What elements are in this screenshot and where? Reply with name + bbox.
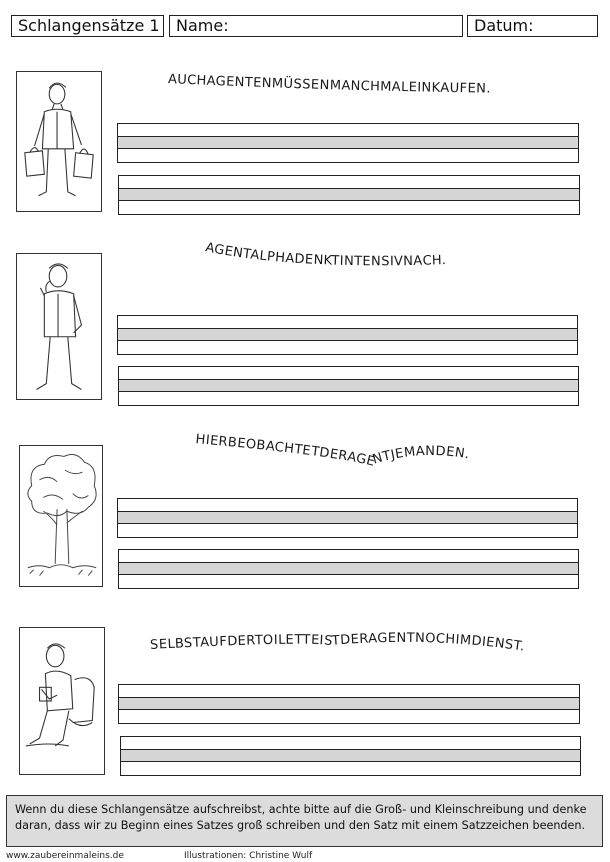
instruction-note: Wenn du diese Schlangensätze aufschreibst, achte bitte auf die Groß- und Kleinschreibung und denke daran, dass wir zu Beginn eines Satzes groß schreiben und den Satz mit einem Satzzeichen beenden. <box>6 795 603 847</box>
sentence-1-text: AUCHAGENTENMÜSSENMANCHMALEINKAUFEN. <box>167 72 492 97</box>
writing-lines-2b[interactable] <box>118 366 579 406</box>
line-band <box>118 511 577 524</box>
sentence-3-text: HIERBEOBACHTETDERAGENTJEMANDEN. <box>194 432 471 470</box>
worksheet-title: Schlangensätze 1 <box>11 15 164 37</box>
line-band <box>118 136 578 149</box>
snake-sentence-4 <box>0 619 610 679</box>
writing-lines-3b[interactable] <box>118 549 579 589</box>
line-band <box>119 379 578 392</box>
footer-website[interactable]: www.zaubereinmaleins.de <box>6 851 124 861</box>
line-band <box>118 328 577 341</box>
writing-lines-4b[interactable] <box>120 736 581 776</box>
svg-text:HIERBEOBACHTETDERAGENTJEMANDEN <box>195 432 471 470</box>
svg-text:AGENTALPHADENKTINTENSIVNACH. <box>204 240 447 269</box>
writing-lines-4a[interactable] <box>118 684 580 724</box>
sentence-4-text: SELBSTAUFDERTOILETTEISTDERAGENTNOCHIMDIENST. <box>149 630 526 655</box>
svg-text:SELBSTAUFDERTOILETTEISTDERAGEN <box>150 631 526 655</box>
snake-sentence-1 <box>0 63 610 123</box>
date-field[interactable]: Datum: <box>467 15 598 37</box>
line-band <box>119 697 579 710</box>
svg-text:AUCHAGENTENMÜSSENMANCHMALEINKA <box>168 72 491 97</box>
writing-lines-1b[interactable] <box>118 175 580 215</box>
line-band <box>119 562 578 575</box>
writing-lines-3a[interactable] <box>117 498 578 538</box>
snake-sentence-2 <box>0 235 610 295</box>
writing-lines-2a[interactable] <box>117 315 578 355</box>
line-band <box>121 749 580 762</box>
sentence-2-text: AGENTALPHADENKTINTENSIVNACH. <box>204 240 447 270</box>
snake-sentence-3 <box>0 425 610 485</box>
name-field[interactable]: Name: <box>169 15 463 37</box>
writing-lines-1a[interactable] <box>117 123 579 163</box>
footer-credit: Illustrationen: Christine Wulf <box>184 851 313 861</box>
line-band <box>119 188 579 201</box>
